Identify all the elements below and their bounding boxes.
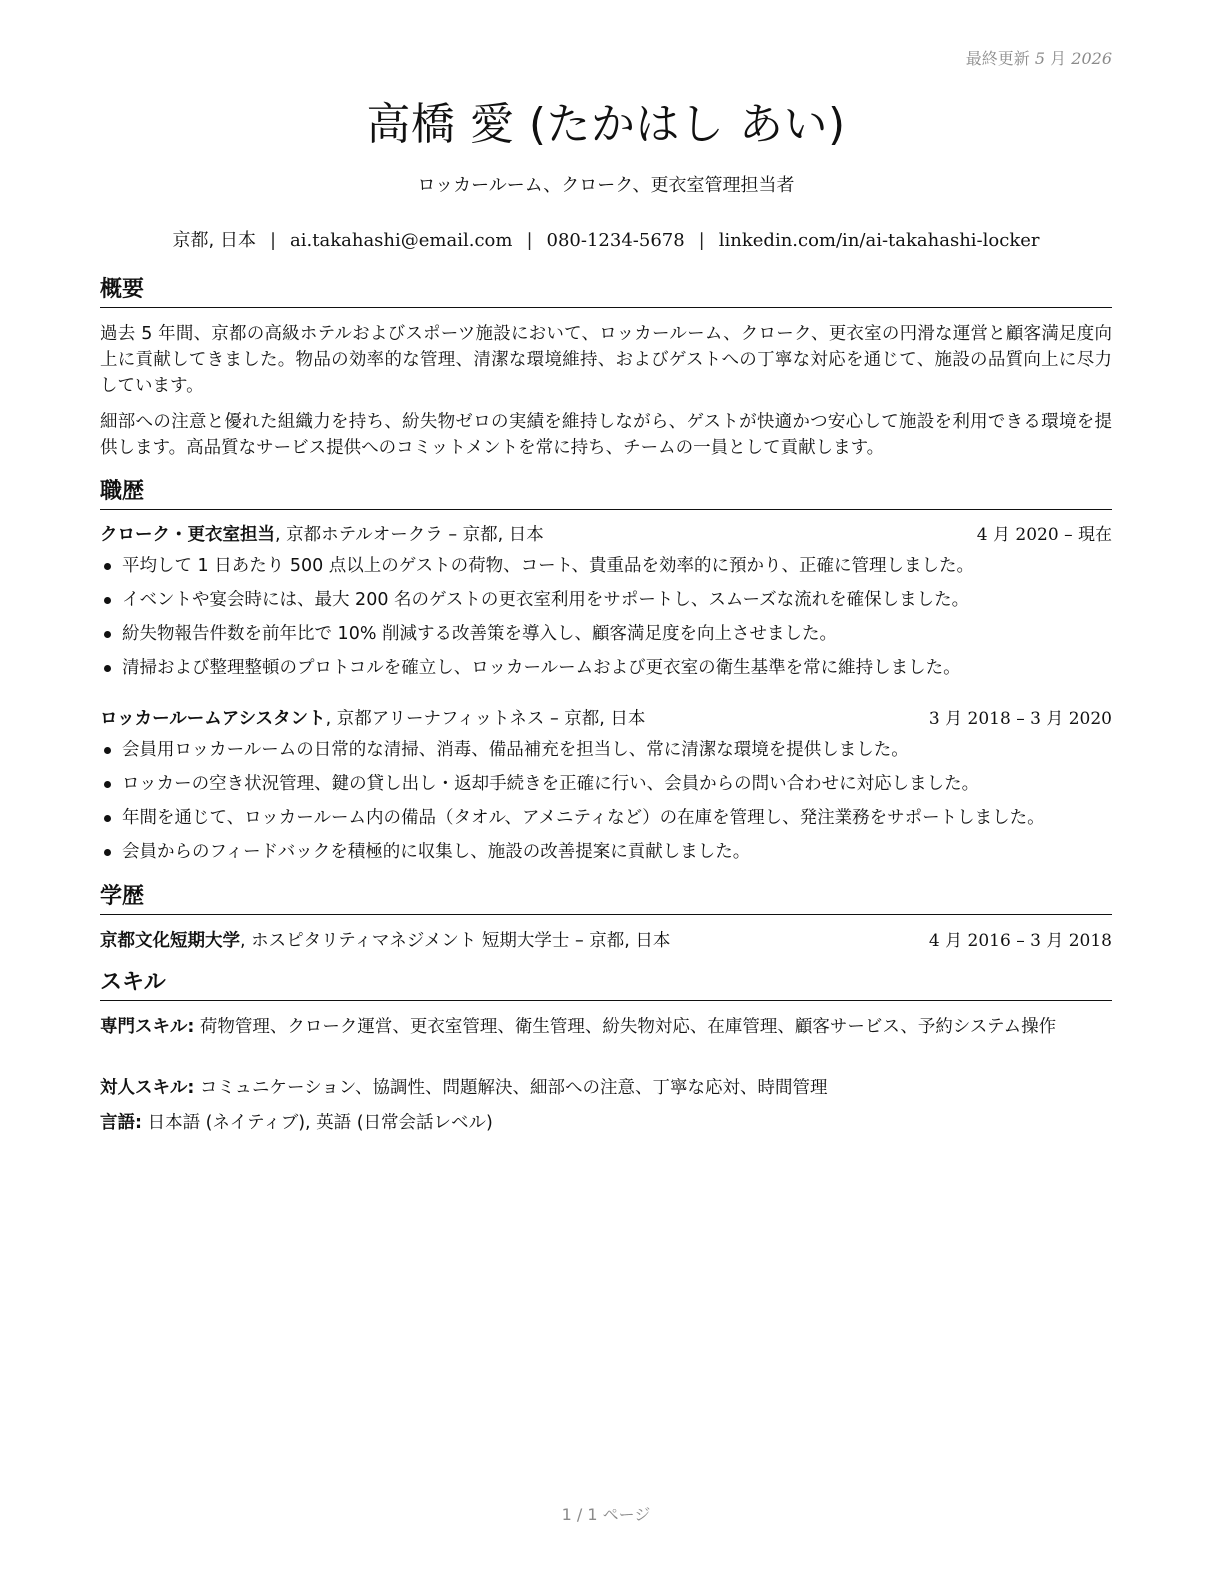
job-date: 4 月 2020 – 現在 (976, 525, 1112, 545)
job-org: , 京都アリーナフィットネス – 京都, 日本 (325, 709, 646, 729)
contact-location: 京都, 日本 (172, 230, 256, 251)
skill-line-interpersonal (100, 1075, 1112, 1101)
list-item: ロッカーの空き状況管理、鍵の貸し出し・返却手続きを正確に行い、会員からの問い合わせに対応しました。 (100, 767, 1112, 801)
list-item: 会員用ロッカールームの日常的な清掃、消毒、備品補充を担当し、常に清潔な環境を提供しました。 (100, 733, 1112, 767)
contact-separator: | (526, 230, 533, 251)
contact-separator: | (698, 230, 705, 251)
last-updated-prefix: 最終更新 (965, 49, 1030, 68)
contact-line (100, 226, 1112, 252)
section-heading-experience: 職歴 (100, 478, 1112, 510)
list-item: 会員からのフィードバックを積極的に収集し、施設の改善提案に貢献しました。 (100, 835, 1112, 869)
job-bullets (100, 733, 1112, 869)
job-title-line (100, 706, 645, 732)
last-updated-year: 2026 (1071, 49, 1112, 68)
section-heading-skills: スキル (100, 969, 1112, 1001)
list-item: 平均して 1 日あたり 500 点以上のゲストの荷物、コート、貴重品を効率的に預かり、正確に管理しました。 (100, 549, 1112, 583)
skill-text: コミュニケーション、協調性、問題解決、細部への注意、丁寧な応対、時間管理 (194, 1078, 828, 1098)
job-date: 3 月 2018 – 3 月 2020 (928, 709, 1112, 729)
skill-text: 日本語 (ネイティブ), 英語 (日常会話レベル) (142, 1113, 493, 1133)
candidate-name: 高橋 愛 (たかはし あい) (366, 99, 846, 150)
candidate-title: ロッカールーム、クローク、更衣室管理担当者 (417, 175, 795, 196)
job-org: , 京都ホテルオークラ – 京都, 日本 (275, 525, 544, 545)
contact-linkedin[interactable]: linkedin.com/in/ai-takahashi-locker (718, 230, 1040, 251)
skill-label: 専門スキル: (100, 1017, 195, 1037)
last-updated-month: 5 (1034, 49, 1046, 68)
resume-page (100, 0, 1112, 1584)
skill-line-languages (100, 1110, 1112, 1136)
skill-line-professional (100, 1014, 1112, 1040)
contact-email[interactable]: ai.takahashi@email.com (290, 230, 513, 251)
list-item: イベントや宴会時には、最大 200 名のゲストの更衣室利用をサポートし、スムーズな流れを確保しました。 (100, 583, 1112, 617)
last-updated-month-unit: 月 (1050, 49, 1067, 68)
list-item: 紛失物報告件数を前年比で 10% 削減する改善策を導入し、顧客満足度を向上させました。 (100, 617, 1112, 651)
education-date: 4 月 2016 – 3 月 2018 (928, 931, 1112, 951)
page-number: 1 / 1 ページ (561, 1505, 651, 1524)
education-line (100, 928, 670, 954)
skill-text: 荷物管理、クローク運営、更衣室管理、衛生管理、紛失物対応、在庫管理、顧客サービス、予約システム操作 (194, 1017, 1057, 1037)
education-entry (100, 928, 1112, 954)
section-heading-summary: 概要 (100, 276, 1112, 308)
list-item: 年間を通じて、ロッカールーム内の備品（タオル、アメニティなど）の在庫を管理し、発注業務をサポートしました。 (100, 801, 1112, 835)
job-role: クローク・更衣室担当 (100, 525, 275, 545)
job-bullets (100, 549, 1112, 685)
job-title-line (100, 522, 544, 548)
contact-phone[interactable]: 080-1234-5678 (546, 230, 685, 251)
job-role: ロッカールームアシスタント (100, 709, 326, 729)
skill-label: 対人スキル: (100, 1078, 195, 1098)
education-detail: , ホスピタリティマネジメント 短期大学士 – 京都, 日本 (240, 931, 671, 951)
skill-label: 言語: (100, 1113, 142, 1133)
summary-paragraph: 細部への注意と優れた組織力を持ち、紛失物ゼロの実績を維持しながら、ゲストが快適かつ安心して施設を利用できる環境を提供します。高品質なサービス提供へのコミットメントを常に持ち、チームの一員として貢献します。 (100, 412, 1112, 458)
summary-paragraph: 過去 5 年間、京都の高級ホテルおよびスポーツ施設において、ロッカールーム、クローク、更衣室の円滑な運営と顧客満足度向上に貢献してきました。物品の効率的な管理、清潔な環境維持、およびゲストへの丁寧な対応を通じて、施設の品質向上に尽力しています。 (100, 324, 1112, 396)
education-school: 京都文化短期大学 (100, 931, 240, 951)
last-updated (966, 46, 1112, 69)
section-heading-education: 学歴 (100, 883, 1112, 915)
contact-separator: | (269, 230, 277, 251)
job-header (100, 706, 1112, 732)
list-item: 清掃および整理整頓のプロトコルを確立し、ロッカールームおよび更衣室の衛生基準を常に維持しました。 (100, 651, 1112, 685)
job-header (100, 522, 1112, 548)
